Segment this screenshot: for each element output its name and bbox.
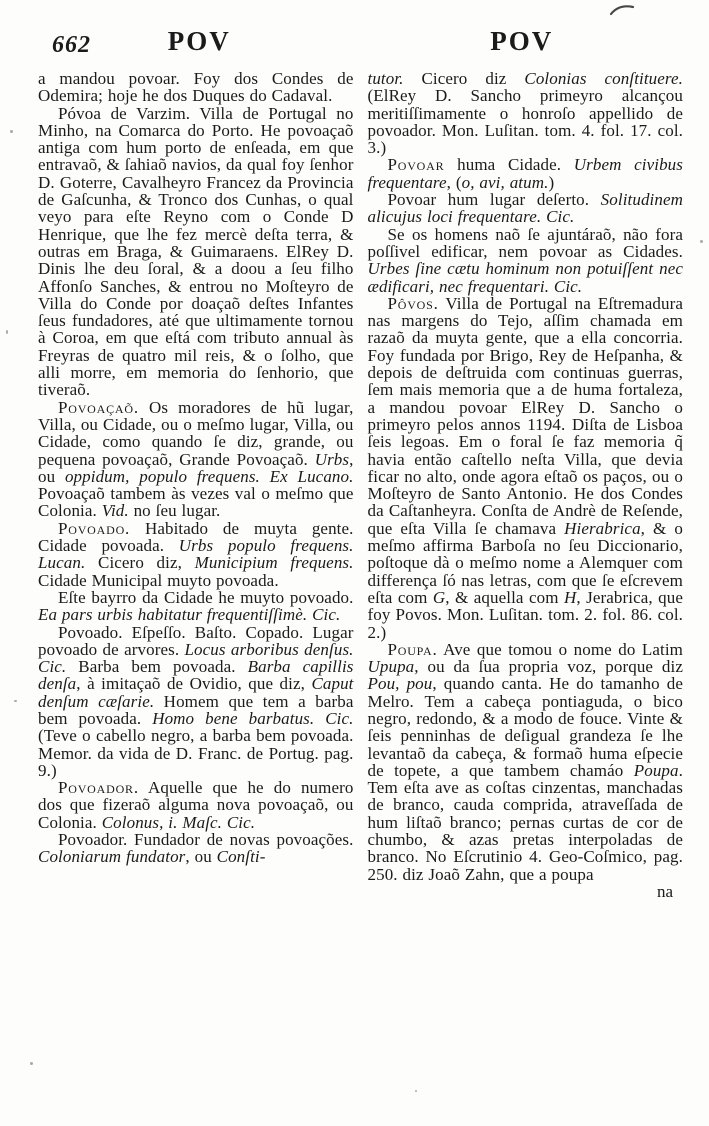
text-segment: , ou [185,847,217,867]
text-segment: , Jerabrica, que foy Povos. Mon. Luſitan. tom. 2. fol. 86. col. 2.) [367,587,683,642]
text-segment: Solitudinem alicujus loci frequentare. Cic. [367,190,683,227]
text-segment: Colonias conſtituere. [524,69,683,88]
text-segment: Se os homens naõ ſe ajuntáraõ, não fora poſſivel edificar, nem povoar as Cidades. [367,224,683,261]
text-segment: Conſti- [216,847,266,867]
text-segment: , à imitaçaõ de Ovidio, que diz, [76,674,312,694]
text-segment: Upupa [367,657,415,677]
entry-headword: Povoado. [58,518,131,538]
text-segment: Cicero diz [403,69,525,88]
text-segment: Povoar hum lugar deſerto. [387,190,601,210]
text-segment: Poupa [633,760,679,780]
text-segment: (ElRey D. Sancho primeyro alcançou meritiſſimamente o honroſo appellido de povoador. Mon. Luſitan. tom. 4. fol. 17. col. 3.) [367,86,683,158]
text-segment: Póvoa de Varzim. Villa de Portugal no Minho, na Comarca do Porto. He povoaçaõ antiga com hum porto de enſeada, em que entravaõ, & ſahiaõ navios, da qual foy ſenhor D. Goterre, Cavalheyro Francez da Provincia de Gaſcunha, & Tronco dos Cunhas, o qual veyo para eſte Reyno com o Conde D Henrique, que lhe fez mercè deſta terra, & outras em Braga, & Guimaraens. ElRey D. Dinis lhe deu ſoral, & a doou a ſeu filho Affonſo Sanches, & entrou no Moſteyro de Villa do Conde por doaçaõ deſtes Infantes ſeus fundadores, até que ultimamente tornou à Coroa, em que eſtá com tributo annual às Freyras de quatro mil reis, & o ſolho, que alli morre, em memoria do ſenhorio, que tiveraõ. [38,103,354,400]
text-segment: Povoador. Fundador de novas povoações. [58,830,354,850]
text-segment: H [563,587,577,607]
entry-headword: Povoar [387,155,445,175]
text-segment: Coloniarum fundator [38,847,186,867]
text-segment: Homem que tem a barba bem povoada. [38,691,354,728]
scan-speckle [10,130,13,133]
text-segment: Barba capillis denſa [38,657,354,694]
entry-headword: Povoaçaõ. [58,397,139,417]
text-segment: , ou [38,449,354,486]
text-segment: no ſeu lugar. [128,501,221,521]
text-segment: G [432,587,446,607]
text-segment: Eſte bayrro da Cidade he muyto povoado. [58,587,354,607]
entry-headword: Povoador. [58,778,139,798]
paragraph [368,191,684,226]
text-segment: a mandou povoar. Foy dos Condes de Odemira; hoje he dos Duques do Cadaval. [38,69,354,106]
text-segment: , & aquella com [445,587,564,607]
text-segment: Municipium frequens. [194,553,354,573]
scan-speckle [700,240,703,243]
paragraph [38,589,354,624]
scan-speckle [30,1062,33,1065]
running-title-right: POV [490,26,554,56]
paragraph [38,779,354,831]
text-segment: Cidade Municipal muyto povoada. [38,570,279,590]
text-segment: oppidum, populo frequens. Ex Lucano. [64,466,354,486]
scan-speckle [6,330,8,334]
text-segment: Pou, pou [367,674,433,694]
text-segment: , ( [446,172,462,192]
text-segment: tutor. [367,69,404,88]
text-segment: ) [548,172,555,192]
text-segment: o, avi, atum. [461,172,549,192]
paragraph [368,641,684,883]
column-left [38,70,354,900]
text-segment: Homo bene barbatus. Cic. [152,708,354,728]
paragraph [38,70,354,105]
text-segment: Ave que tomou o nome do Latim [437,639,683,659]
text-columns [38,70,683,900]
running-head [38,26,683,66]
text-segment: Urbs populo frequens. Lucan. [38,536,354,573]
text-segment: Hierabrica [564,518,641,538]
scan-speckle [14,700,17,702]
text-segment: . Tem eſta ave as coſtas cinzentas, manchadas de branco, cauda comprida, atraveſſada de hum liſtaõ branco; pernas curtas de cor de chumbo, & azas pretas interpoladas de branco. No Eſcrutinio 4. Geo-Coſmico, pag. 250. diz Joaõ Zahn, que a poupa [367,760,683,884]
scan-speckle [415,1090,417,1092]
text-segment: Barba bem povoada. [66,657,248,677]
text-segment: , ou da ſua propria voz, porque diz [414,657,683,677]
column-right [368,70,684,900]
text-segment: , quando canta. He do tamanho de Melro. Tem a cabeça pontiaguda, o bico negro, redondo, & a modo de fouce. Vinte & ſeis penninhas de deſigual grandeza ſe lhe levantaõ da cabeça, & formaõ huma eſpecie de topete, a que tambem chamáo [367,674,683,780]
ink-mark [609,2,635,18]
text-segment: Ea pars urbis habitatur frequentiſſimè. Cic. [38,605,341,625]
text-segment: Caput denſum cæſarie. [38,674,354,711]
catchword: na [656,881,673,901]
text-segment: Urbs [314,449,350,469]
paragraph [368,70,684,156]
paragraph [38,105,354,399]
paragraph [38,520,354,589]
text-segment: huma Cidade. [444,155,574,175]
text-segment: (Teve o cabello negro, a barba bem povoada. Memor. da vida de D. Franc. de Portug. pag. 9.) [38,726,354,780]
text-segment: , & o meſmo affirma Barboſa no ſeu Diccionario, poſtoque dà o meſmo nome a Alemquer com differença ſó nas letras, com que ſe eſcrevem eſta com [367,518,683,607]
text-segment: Os moradores de hũ lugar, Villa, ou Cidade, ou o meſmo lugar, Villa, ou Cidade, como quando ſe diz, grande, ou pequena povoaçaõ, Grande Povoaçaõ. [38,397,354,469]
paragraph [38,831,354,866]
paragraph [368,295,684,641]
text-segment: Vid. [101,501,129,521]
text-segment: Colonus, i. Maſc. Cic. [101,812,256,832]
paragraph [368,156,684,191]
text-segment: Aquelle que he do numero dos que fizeraõ alguma nova povoaçaõ, ou Colonia. [38,778,354,832]
entry-headword: Pôvos. [387,293,439,313]
text-segment: Povoado. Eſpeſſo. Baſto. Copado. Lugar povoado de arvores. [38,622,354,659]
paragraph [38,624,354,780]
text-segment: Habitado de muyta gente. Cidade povoada. [38,518,354,556]
page-number: 662 [52,32,91,58]
text-segment: Urbem civibus frequentare [367,155,683,192]
entry-headword: Poupa. [387,639,438,659]
text-segment: Cicero diz, [85,553,195,573]
paragraph [38,399,354,520]
text-segment: Povoaçaõ tambem às vezes val o meſmo que Colonia. [38,484,354,521]
text-segment: Villa de Portugal na Eſtremadura nas margens do Tejo, aſſim chamada em razaõ da muyta gente, que a ella concorria. Foy fundada por Brigo, Rey de Heſpanha, & depois de deſtruida com continuas guerras, ſem mais memoria que a de huma fortaleza, a mandou povoar ElRey D. Sancho o primeyro pelos annos 1194. Diſta de Lisboa ſeis legoas. Em o foral ſe faz memoria q̃ havia então caſtello neſta Villa, que devia ficar no alto, onde agora eſtaõ os paços, ou o Moſteyro de Santo Antonio. He dos Condes da Caſtanheyra. Conſta de Andrè de Reſende, que eſta Villa ſe chamava [367,293,683,538]
text-segment: Locus arboribus denſus. Cic. [38,639,354,677]
text-segment: Urbes ſine cætu hominum non potuiſſent nec ædificari, nec frequentari. Cic. [367,259,683,296]
running-title-left: POV [167,26,231,56]
paragraph [368,226,684,295]
